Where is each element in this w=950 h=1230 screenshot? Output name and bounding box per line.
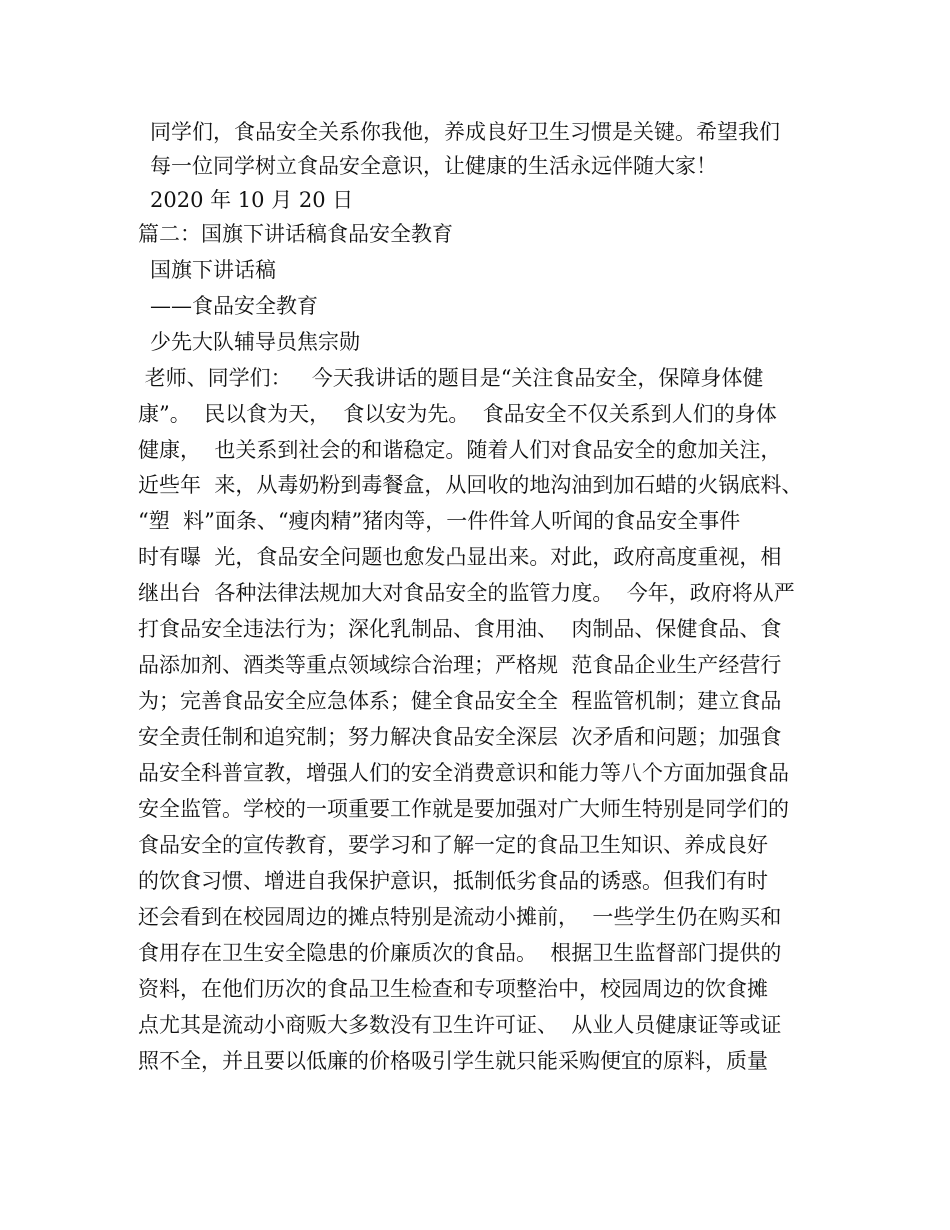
text-line: 同学们，食品安全关系你我他，养成良好卫生习惯是关键。希望我们 — [150, 120, 780, 144]
text-line: 打食品安全违法行为；深化乳制品、食用油、 肉制品、保健食品、食 — [138, 617, 782, 641]
text-line: “塑 料”面条、“瘦肉精”猪肉等，一件件耸人听闻的食品安全事件 — [138, 509, 741, 533]
text-line: 还会看到在校园周边的摊点特别是流动小摊前， 一些学生仍在购买和 — [138, 905, 782, 929]
text-line: 近些年 来，从毒奶粉到毒餐盒，从回收的地沟油到加石蜡的火锅底料、 — [138, 473, 803, 497]
text-line: 照不全，并且要以低廉的价格吸引学生就只能采购便宜的原料，质量 — [138, 1049, 768, 1073]
text-line: 每一位同学树立食品安全意识，让健康的生活永远伴随大家！ — [150, 154, 717, 178]
text-line: 安全监管。学校的一项重要工作就是要加强对广大师生特别是同学们的 — [138, 797, 789, 821]
text-line: 点尤其是流动小商贩大多数没有卫生许可证、 从业人员健康证等或证 — [138, 1013, 782, 1037]
text-line: 时有曝 光，食品安全问题也愈发凸显出来。对此，政府高度重视，相 — [138, 545, 782, 569]
text-line: 食品安全的宣传教育，要学习和了解一定的食品卫生知识、养成良好 — [138, 833, 768, 857]
text-line: 健康， 也关系到社会的和谐稳定。随着人们对食品安全的愈加关注， — [138, 438, 782, 462]
text-line: 为；完善食品安全应急体系；健全食品安全全 程监管机制；建立食品 — [138, 689, 782, 713]
speaker-line: 少先大队辅导员焦宗勋 — [150, 330, 360, 354]
text-line: 老师、同学们： 今天我讲话的题目是“关注食品安全，保障身体健 — [138, 366, 764, 390]
text-line: 品安全科普宣教，增强人们的安全消费意识和能力等八个方面加强食品 — [138, 761, 789, 785]
text-line: 继出台 各种法律法规加大对食品安全的监管力度。 今年，政府将从严 — [138, 581, 795, 605]
speech-subtitle: ——食品安全教育 — [150, 294, 318, 318]
date-line: 2020 年 10 月 20 日 — [150, 188, 354, 212]
text-line: 品添加剂、酒类等重点领域综合治理；严格规 范食品企业生产经营行 — [138, 653, 782, 677]
text-line: 食用存在卫生安全隐患的价廉质次的食品。 根据卫生监督部门提供的 — [138, 941, 782, 965]
text-line: 的饮食习惯、增进自我保护意识，抵制低劣食品的诱惑。但我们有时 — [138, 869, 768, 893]
speech-title: 国旗下讲话稿 — [150, 258, 276, 282]
section-heading: 篇二：国旗下讲话稿食品安全教育 — [138, 222, 453, 246]
text-line: 康”。 民以食为天， 食以安为先。 食品安全不仅关系到人们的身体 — [138, 402, 777, 426]
text-line: 安全责任制和追究制；努力解决食品安全深层 次矛盾和问题；加强食 — [138, 725, 782, 749]
text-line: 资料，在他们历次的食品卫生检查和专项整治中，校园周边的饮食摊 — [138, 977, 768, 1001]
